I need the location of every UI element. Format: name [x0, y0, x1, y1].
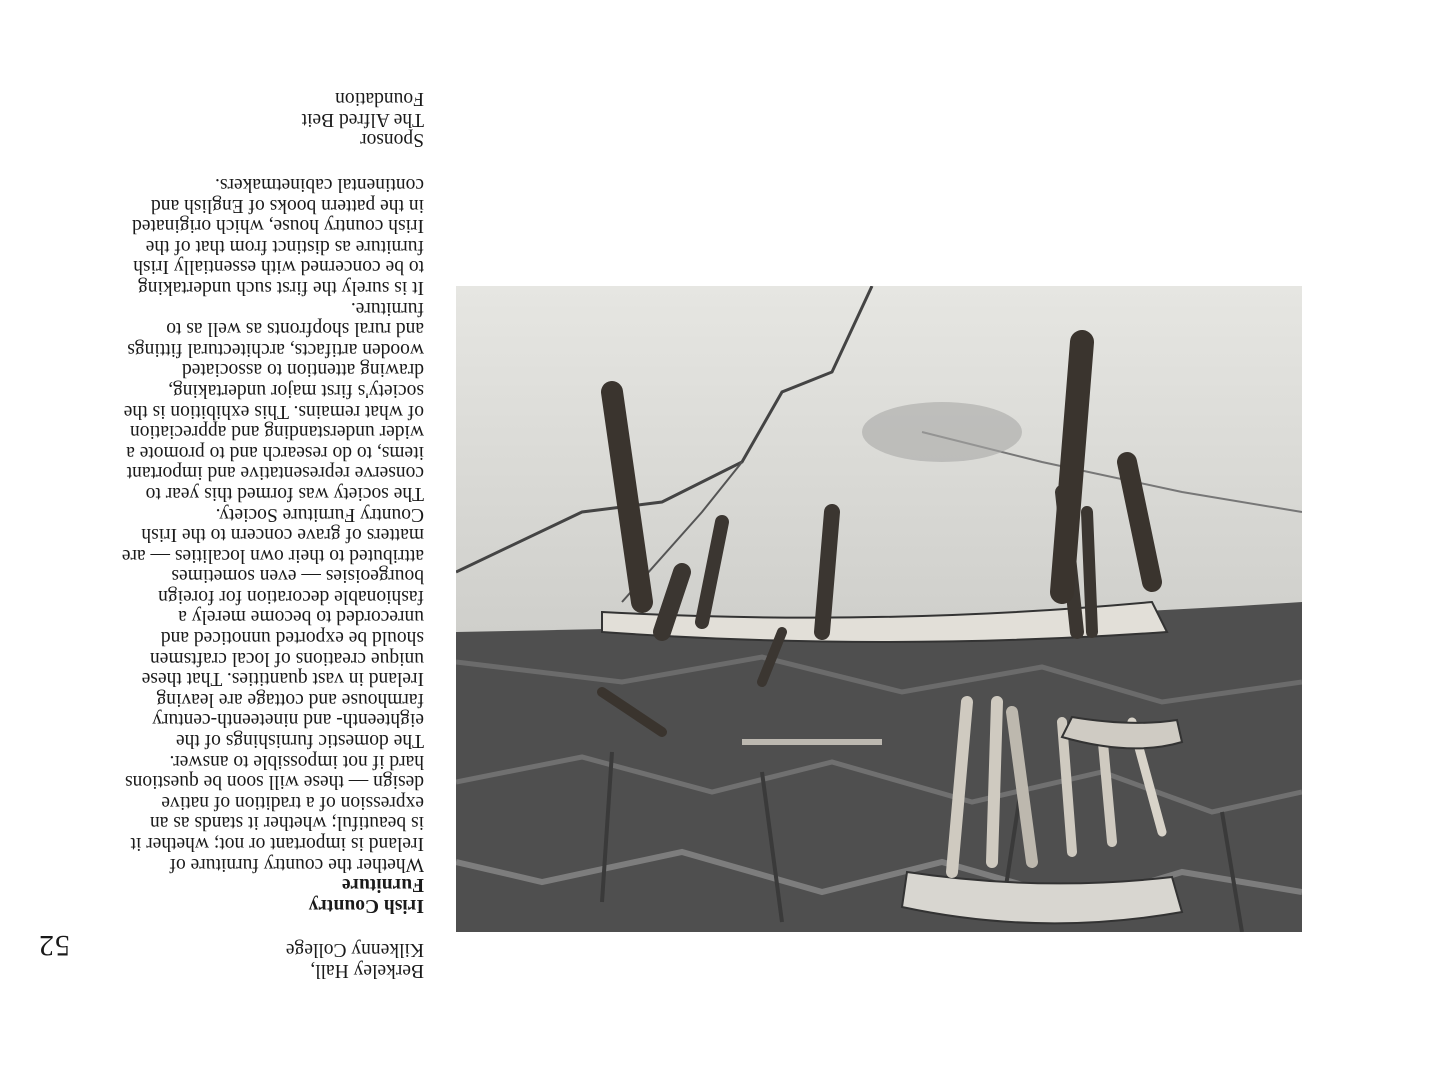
text-line: fashionable decoration for foreign [158, 585, 424, 607]
text-line: should be exported unnoticed and [160, 627, 424, 649]
text-line: drawing attention to associated [181, 359, 424, 381]
sponsor-line: Sponsor [360, 129, 424, 151]
text-line: furniture as distinct from that of the [145, 235, 424, 257]
title-line: Irish Country [308, 894, 424, 916]
paragraph-4 [14, 173, 424, 297]
venue-line: Berkeley Hall, [310, 960, 424, 981]
article-column [14, 88, 424, 980]
text-line: eighteenth- and nineteenth-century [152, 709, 424, 731]
venue-line: Kilkenny College [285, 939, 424, 961]
text-line: attributed to their own localities — are [121, 544, 424, 566]
text-line: continental cabinetmakers. [215, 174, 424, 196]
photo-broken-chairs-icon [456, 286, 1302, 932]
text-line: expression of a tradition of native [161, 791, 424, 813]
text-line: It is surely the first such undertaking [138, 277, 424, 298]
text-line: wooden artifacts, architectural fittings [127, 338, 424, 360]
text-line: unrecorded to become merely a [178, 606, 424, 628]
photo-broken-chairs [456, 286, 1302, 932]
text-line: hard if not impossible to answer. [169, 750, 424, 772]
sponsor [14, 88, 424, 150]
text-line: Ireland in vast quantities. That these [141, 668, 424, 690]
text-line: of what remains. This exhibition is the [123, 400, 424, 422]
text-line: The society was formed this year to [145, 482, 424, 504]
text-line: and rural shopfronts as well as to [166, 318, 424, 340]
text-line: unique creations of local craftsmen [150, 647, 424, 669]
text-line: wider understanding and appreciation [129, 421, 424, 443]
text-line: items, to do research and to promote a [126, 441, 424, 463]
venue [14, 939, 424, 980]
title-line: Furniture [342, 874, 424, 896]
text-line: conserve representative and important [126, 462, 424, 484]
text-line: is beautiful; whether it stands as an [149, 812, 424, 834]
text-line: Whether the country furniture of [169, 853, 424, 875]
text-line: Ireland is important or not; whether it [130, 833, 424, 855]
text-line: in the pattern books of English and [151, 194, 424, 216]
text-line: matters of grave concern to the Irish [141, 524, 424, 546]
text-line: Irish country house, which originated [132, 215, 424, 237]
page-number: 52 [38, 929, 70, 962]
text-line: society's first major undertaking, [168, 379, 424, 401]
paragraph-3 [14, 297, 424, 503]
sponsor-line: The Alfred Beit [301, 108, 424, 130]
text-line: design — these will soon be questions [125, 771, 424, 793]
sponsor-line: Foundation [335, 88, 424, 110]
text-line: The domestic furnishings of the [175, 730, 424, 752]
text-line: furniture. [350, 297, 424, 319]
paragraph-1 [14, 750, 424, 874]
paragraph-2 [14, 503, 424, 750]
text-line: Country Furniture Society. [215, 503, 424, 525]
text-line: farmhouse and cottage are leaving [156, 688, 424, 710]
text-line: bourgeoisies — even sometimes [171, 565, 424, 587]
text-line: to be concerned with essentially Irish [133, 256, 424, 278]
article-title [14, 874, 424, 915]
